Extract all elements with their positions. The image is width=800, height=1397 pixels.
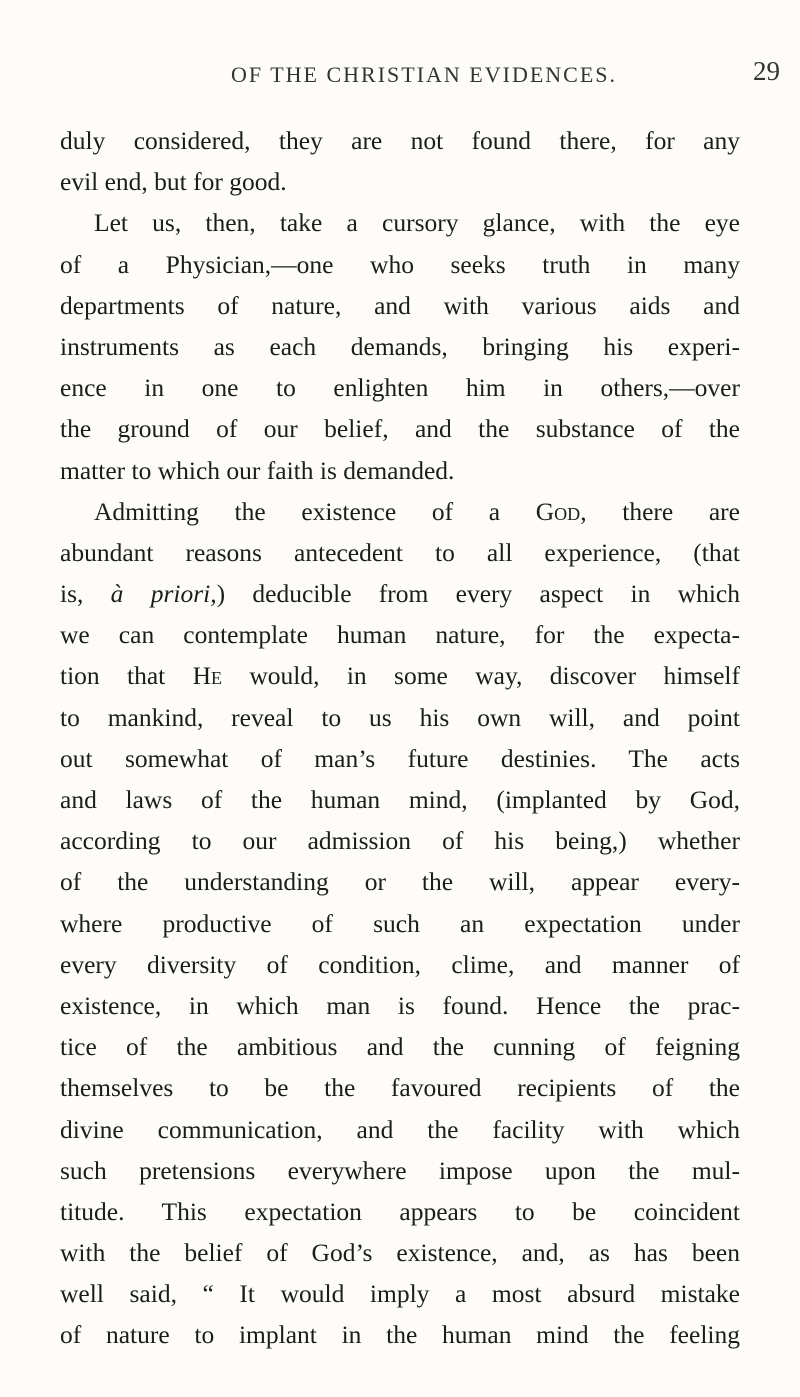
text-line xyxy=(60,491,740,532)
text-segment: is, xyxy=(60,579,111,609)
text-line: Let us, then, take a cursory glance, with the eye xyxy=(94,208,740,238)
text-line: such pretensions everywhere impose upon the mul- xyxy=(60,1155,740,1185)
text-line: ence in one to enlighten him in others,—over xyxy=(60,373,740,403)
text-segment: would, in some way, discover himself xyxy=(222,661,740,691)
text-segment: Admitting the existence of a xyxy=(94,496,536,526)
text-line: instruments as each demands, bringing his experi- xyxy=(60,331,740,361)
text-line: we can contemplate human nature, for the expecta- xyxy=(60,620,740,650)
text-line: and laws of the human mind, (implanted by God, xyxy=(60,785,740,814)
text-line: evil end, but for good. xyxy=(60,167,287,197)
text-line: of the understanding or the will, appear every- xyxy=(60,867,740,897)
text-line: out somewhat of man’s future destinies. The acts xyxy=(60,743,740,773)
text-line: divine communication, and the facility with which xyxy=(60,1114,740,1144)
text-line: of nature to implant in the human mind the feeling xyxy=(60,1320,740,1350)
small-caps-word: God xyxy=(535,496,581,526)
text-line: to mankind, reveal to us his own will, and point xyxy=(60,702,740,732)
text-line: existence, in which man is found. Hence the prac- xyxy=(60,990,740,1020)
text-line: of a Physician,—one who seeks truth in many xyxy=(60,249,740,279)
page-number: 29 xyxy=(753,56,780,86)
text-line: duly considered, they are not found there, for any xyxy=(60,126,740,155)
text-line: titude. This expectation appears to be coincident xyxy=(60,1196,740,1226)
text-segment: , there are xyxy=(580,496,740,526)
text-line: tice of the ambitious and the cunning of feigning xyxy=(60,1032,740,1062)
text-line: every diversity of condition, clime, and manner of xyxy=(60,949,740,979)
running-head xyxy=(60,58,788,98)
text-line: according to our admission of his being,) whether xyxy=(60,826,740,856)
text-line: where productive of such an expectation under xyxy=(60,908,740,938)
text-line: departments of nature, and with various aids and xyxy=(60,290,740,320)
text-line: well said, “ It would imply a most absurd mistake xyxy=(60,1279,740,1309)
text-line xyxy=(60,655,740,696)
italic-phrase: à priori, xyxy=(110,579,217,609)
running-title: OF THE CHRISTIAN EVIDENCES. xyxy=(230,62,618,87)
text-line: the ground of our belief, and the substance of the xyxy=(60,414,740,444)
body-text xyxy=(60,120,740,1356)
text-segment: ) deducible from every aspect in which xyxy=(216,579,740,609)
text-line: with the belief of God’s existence, and, as has been xyxy=(60,1238,740,1268)
text-line: themselves to be the favoured recipients of the xyxy=(60,1073,740,1103)
text-segment: tion that xyxy=(60,661,193,691)
text-line: abundant reasons antecedent to all experience, (that xyxy=(60,537,740,567)
small-caps-word: He xyxy=(192,661,223,691)
text-line: matter to which our faith is demanded. xyxy=(60,455,455,485)
text-line xyxy=(60,573,740,614)
